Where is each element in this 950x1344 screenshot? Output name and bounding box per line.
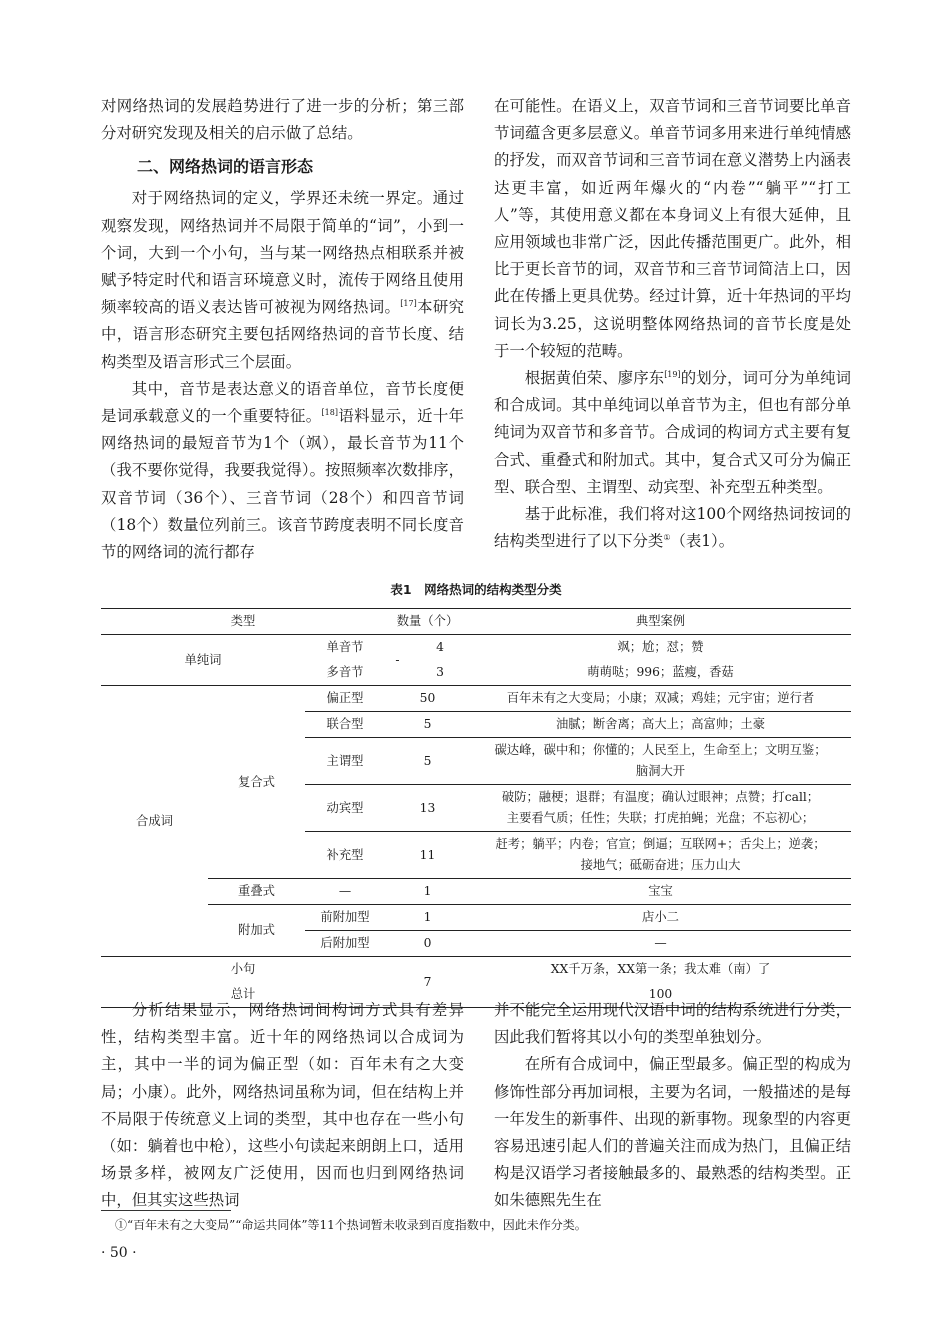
cell-subtype: 多音节 <box>326 665 364 679</box>
footnote-marker: ① <box>663 533 671 543</box>
cell-category: 单纯词 <box>184 652 222 667</box>
table-header-row <box>101 609 851 635</box>
cell-count: 3 <box>436 665 444 679</box>
cell-count: 5 <box>385 712 470 738</box>
header-count: 数量（个） <box>396 614 459 628</box>
table-row <box>101 686 851 712</box>
right-column-top <box>494 93 851 555</box>
cell-total-value: 100 <box>648 987 673 1001</box>
paragraph: 在可能性。在语义上，双音节词和三音节词要比单音节词蕴含更多层意义。单音节词多用来进行单纯情感的抒发，而双音节词和三音节词在意义潜势上内涵表达更丰富，如近两年爆火的“内卷”“躺平”“打工人”等，其使用意义都在本身词义上有很大延伸，且应用领域也非常广泛，因此传播范围更广。此外，相比于更长音节的词，双音节和三音节词简洁上口，因此在传播上更具优势。经过计算，近十年热词的平均词长为3.25，这说明整体网络热词的音节长度是处于一个较短的范畴。 <box>494 97 851 360</box>
table-row <box>101 635 851 661</box>
table-structure-types <box>101 608 851 1008</box>
left-column-top <box>101 93 464 566</box>
cell-cases: 宝宝 <box>470 879 851 905</box>
section-heading: 二、网络热词的语言形态 <box>137 157 314 177</box>
cell-cases: 破防；融梗；退群；有温度；确认过眼神；点赞；打call； 主要看气质；任性；失联；打虎拍蝇；光盘；不忘初心； <box>470 785 851 832</box>
cell-count: 7 <box>423 974 432 989</box>
paragraph: 对于网络热词的定义，学界还未统一界定。通过观察发现，网络热词并不局限于简单的“词”，小到一个词，大到一个小句，当与某一网络热点相联系并被赋予特定时代和语言环境意义时，流传于网络且使用频率较高的语义表达皆可被视为网络热词。[17]本研究中，语言形态研究主要包括网络热词的音节长度、结构类型及语言形式三个层面。 <box>101 189 464 371</box>
cell-category: 小句 <box>230 962 256 976</box>
paragraph: 基于此标准，我们将对这100个网络热词按词的结构类型进行了以下分类①（表1）。 <box>494 505 851 551</box>
left-column-bottom <box>101 997 464 1215</box>
paragraph: 根据黄伯荣、廖序东[19]的划分，词可分为单纯词和合成词。其中单纯词以单音节为主，但也有部分单纯词为双音节和多音节。合成词的构词方式主要有复合式、重叠式和附加式。其中，复合式又可分为偏正型、联合型、主谓型、动宾型、补充型五种类型。 <box>494 369 851 496</box>
cell-count: 50 <box>385 686 470 712</box>
paragraph: 分析结果显示，网络热词间构词方式具有差异性，结构类型丰富。近十年的网络热词以合成词为主，其中一半的词为偏正型（如：百年未有之大变局；小康）。此外，网络热词虽称为词，但在结构上并不局限于传统意义上词的类型，其中也存在一些小句（如：躺着也中枪），这些小句读起来朗朗上口，适用场景多样，被网友广泛使用，因而也归到网络热词中，但其实这些热词 <box>101 1001 464 1210</box>
cell-subtype: 补充型 <box>305 832 385 879</box>
paragraph: 其中，音节是表达意义的语音单位，音节长度便是词承载意义的一个重要特征。[18]语料显示，近十年网络热词的最短音节为1个（飒），最长音节为11个（我不要你觉得，我要我觉得）。按照频率次数排序，双音节词（36个）、三音节词（28个）和四音节词（18个）数量位列前三。该音节跨度表明不同长度音节的网络词的流行都存 <box>101 379 464 562</box>
cell-count: 0 <box>423 936 432 950</box>
cell-cases: 店小二 <box>470 905 851 931</box>
paragraph: 对网络热词的发展趋势进行了进一步的分析；第三部分对研究发现及相关的启示做了总结。 <box>101 97 464 143</box>
citation: [17] <box>400 299 417 309</box>
cell-cases: 碳达峰，碳中和；你懂的；人民至上，生命至上；文明互鉴； 脑洞大开 <box>470 738 851 785</box>
cell-total-label: 总计 <box>230 987 256 1001</box>
cell-count: 1 <box>385 905 470 931</box>
paragraph: 并不能完全运用现代汉语中词的结构系统进行分类，因此我们暂将其以小句的类型单独划分。 <box>494 1001 851 1047</box>
table-row <box>101 957 851 983</box>
cell-cases: — <box>654 936 667 950</box>
cell-subtype: 动宾型 <box>305 785 385 832</box>
cell-subtype: 联合型 <box>305 712 385 738</box>
cell-dash: - <box>395 652 400 667</box>
cell-subtype: 前附加型 <box>305 905 385 931</box>
cell-cases: 赶考；躺平；内卷；官宣；倒逼；互联网+；舌尖上；逆袭； 接地气；砥砺奋进；压力山大 <box>470 832 851 879</box>
cell-count: 1 <box>385 879 470 905</box>
page-number: · 50 · <box>101 1245 137 1261</box>
cell-count: 11 <box>385 832 470 879</box>
cell-subtype: — <box>305 879 385 905</box>
cell-method: 重叠式 <box>208 879 305 905</box>
citation: [19] <box>664 370 681 380</box>
cell-cases: 萌萌哒；996；蓝瘦，香菇 <box>587 665 734 679</box>
cell-subtype: 单音节 <box>326 640 364 654</box>
footnote-divider <box>101 1210 231 1211</box>
cell-subtype: 后附加型 <box>320 936 370 950</box>
table-row <box>101 879 851 905</box>
footnote: ①“百年未有之大变局”“命运共同体”等11个热词暂未收录到百度指数中，因此未作分类。 <box>115 1218 587 1232</box>
header-cases: 典型案例 <box>635 614 686 628</box>
cell-cases: XX千万条，XX第一条；我太难（南）了 <box>550 962 771 976</box>
right-column-bottom <box>494 997 851 1215</box>
cell-subtype: 主谓型 <box>305 738 385 785</box>
header-type: 类型 <box>230 614 256 628</box>
cell-method: 附加式 <box>238 923 275 937</box>
table-caption: 表1 网络热词的结构类型分类 <box>390 582 562 597</box>
cell-subtype: 偏正型 <box>305 686 385 712</box>
cell-cases: 油腻；断舍离；高大上；高富帅；土豪 <box>470 712 851 738</box>
cell-cases: 飒；尬；怼；赞 <box>617 640 704 654</box>
paragraph: 在所有合成词中，偏正型最多。偏正型的构成为修饰性部分再加词根，主要为名词，一般描述的是每一年发生的新事件、出现的新事物。现象型的内容更容易迅速引起人们的普遍关注而成为热门，且偏正结构是汉语学习者接触最多的、最熟悉的结构类型。正如朱德熙先生在 <box>494 1055 851 1210</box>
cell-category: 合成词 <box>136 813 173 828</box>
cell-method: 复合式 <box>208 686 305 879</box>
table-row <box>101 905 851 931</box>
citation: [18] <box>321 408 338 418</box>
cell-count: 5 <box>385 738 470 785</box>
cell-count: 13 <box>385 785 470 832</box>
cell-count: 4 <box>436 640 444 654</box>
cell-cases: 百年未有之大变局；小康；双减；鸡娃；元宇宙；逆行者 <box>470 686 851 712</box>
